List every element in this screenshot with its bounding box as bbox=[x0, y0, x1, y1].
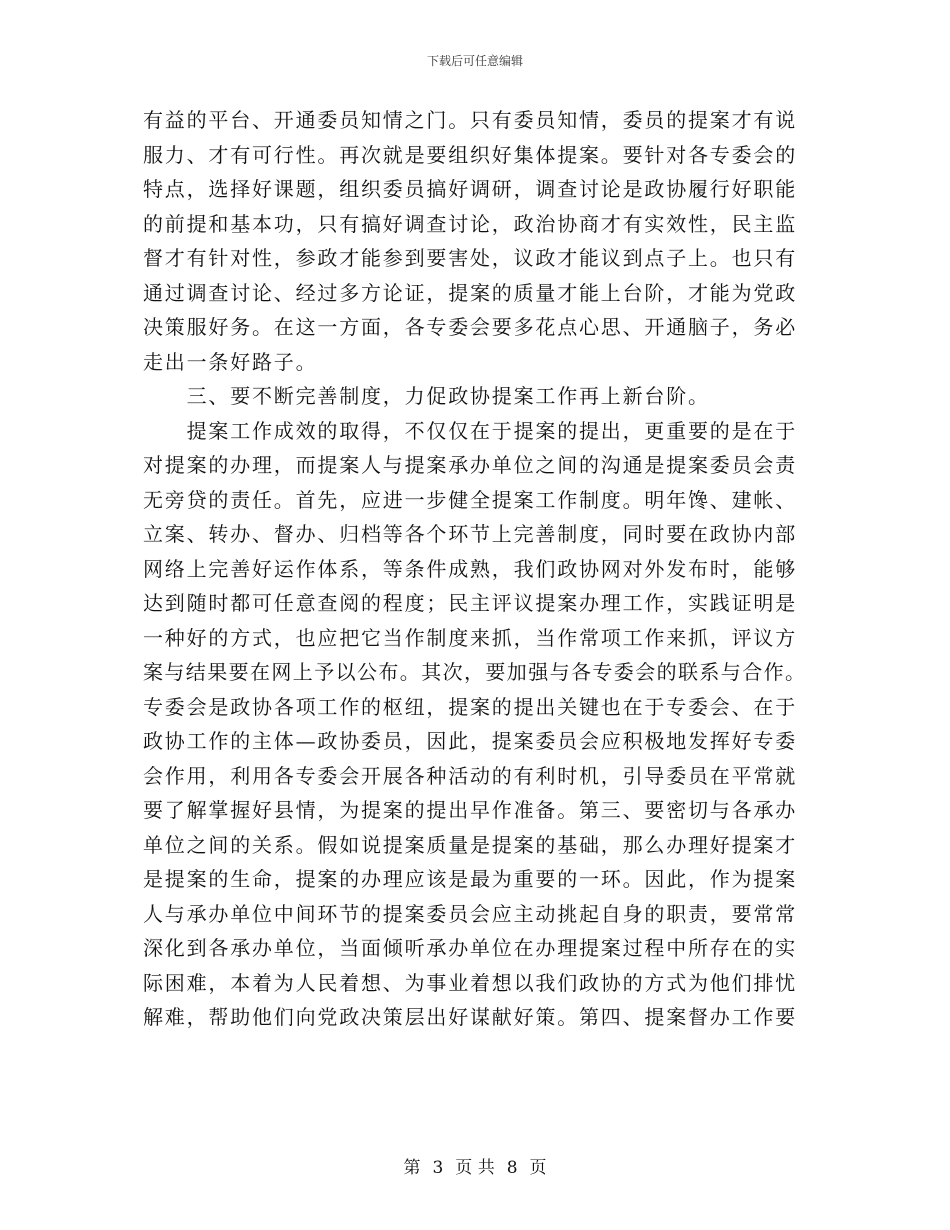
text-line: 人与承办单位中间环节的提案委员会应主动挑起自身的职责，要常常 bbox=[143, 901, 797, 926]
footer-prefix: 第 bbox=[403, 1158, 421, 1178]
page-footer bbox=[0, 1153, 950, 1178]
text-line: 督才有针对性，参政才能参到要害处，议政才能议到点子上。也只有 bbox=[143, 246, 797, 270]
section-heading: 三、要不断完善制度，力促政协提案工作再上新台阶。 bbox=[143, 384, 710, 408]
text-line: 有益的平台、开通委员知情之门。只有委员知情，委员的提案才有说 bbox=[143, 108, 797, 132]
text-line: 立案、转办、督办、归档等各个环节上完善制度，同时要在政协内部 bbox=[143, 522, 797, 546]
text-line: 服力、才有可行性。再次就是要组织好集体提案。要针对各专委会的 bbox=[143, 142, 797, 167]
text-line: 网络上完善好运作体系，等条件成熟，我们政协网对外发布时，能够 bbox=[143, 556, 797, 581]
text-line: 特点，选择好课题，组织委员搞好调研，调查讨论是政协履行好职能 bbox=[143, 177, 797, 201]
text-line: 解难，帮助他们向党政决策层出好谋献好策。第四、提案督办工作要 bbox=[143, 1005, 797, 1029]
text-line: 的前提和基本功，只有搞好调查讨论，政治协商才有实效性，民主监 bbox=[143, 211, 797, 236]
text-line: 无旁贷的责任。首先，应进一步健全提案工作制度。明年馋、建帐、 bbox=[143, 487, 797, 512]
page-header: 下载后可任意编辑 bbox=[426, 54, 523, 68]
text-line: 际困难，本着为人民着想、为事业着想以我们政协的方式为他们排忧 bbox=[143, 970, 797, 995]
text-line: 要了解掌握好县情，为提案的提出早作准备。第三、要密切与各承办 bbox=[143, 798, 797, 822]
text-line: 提案工作成效的取得，不仅仅在于提案的提出，更重要的是在于 bbox=[143, 418, 797, 443]
text-line: 一种好的方式，也应把它当作制度来抓，当作常项工作来抓，评议方 bbox=[143, 625, 797, 650]
text-line: 政协工作的主体—政协委员，因此，提案委员会应积极地发挥好专委 bbox=[143, 729, 797, 753]
text-line: 会作用，利用各专委会开展各种活动的有利时机，引导委员在平常就 bbox=[143, 763, 797, 788]
document-body bbox=[143, 103, 807, 1035]
footer-middle: 页 共 bbox=[455, 1158, 495, 1178]
text-line: 走出一条好路子。 bbox=[143, 349, 318, 374]
text-line: 对提案的办理，而提案人与提案承办单位之间的沟通是提案委员会责 bbox=[143, 453, 797, 477]
text-line: 是提案的生命，提案的办理应该是最为重要的一环。因此，作为提案 bbox=[143, 867, 797, 891]
text-line: 通过调查讨论、经过多方论证，提案的质量才能上台阶，才能为党政 bbox=[143, 280, 797, 305]
text-line: 决策服好务。在这一方面，各专委会要多花点心思、开通脑子，务必 bbox=[143, 315, 797, 339]
text-line: 达到随时都可任意查阅的程度；民主评议提案办理工作，实践证明是 bbox=[143, 591, 797, 615]
page-number: 3 bbox=[432, 1158, 444, 1178]
footer-suffix: 页 bbox=[529, 1158, 547, 1178]
total-pages: 8 bbox=[506, 1158, 518, 1178]
text-line: 专委会是政协各项工作的枢纽，提案的提出关键也在于专委会、在于 bbox=[143, 694, 797, 719]
text-line: 深化到各承办单位，当面倾听承办单位在办理提案过程中所存在的实 bbox=[143, 936, 797, 960]
text-line: 单位之间的关系。假如说提案质量是提案的基础，那么办理好提案才 bbox=[143, 832, 797, 857]
text-line: 案与结果要在网上予以公布。其次，要加强与各专委会的联系与合作。 bbox=[143, 660, 807, 684]
